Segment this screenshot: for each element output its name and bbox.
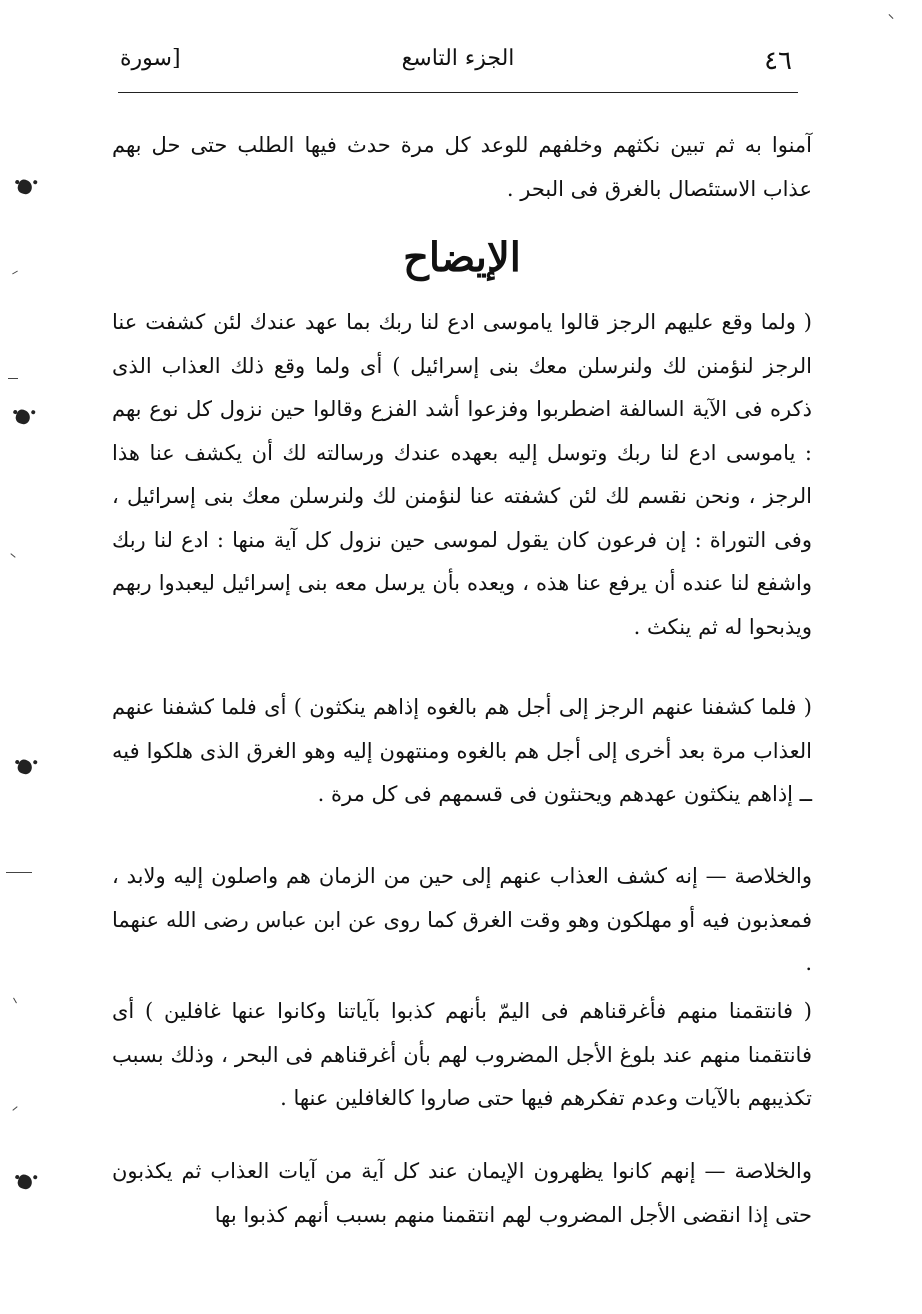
paragraph-verse-2: ( فلما كشفنا عنهم الرجز إلى أجل هم بالغوه إذاهم ينكثون ) أى فلما كشفنا عنهم العذاب مرة بعد أخرى إلى أجل هم بالغوه ومنتهون إليه وهو الغرق الذى هلكوا فيه ــ إذاهم ينكثون عهدهم ويحنثون فى قسمهم فى كل مرة . <box>112 695 812 806</box>
margin-tick-mark <box>13 998 17 1004</box>
part-title: الجزء التاسع <box>401 46 515 71</box>
paragraph-summary-1: والخلاصة — إنه كشف العذاب عنهم إلى حين من الزمان هم واصلون إليه ولابد ، فمعذبون فيه أو مهلكون وهو وقت الغرق كما روى عن ابن عباس رضى الله عنهما . <box>112 864 812 975</box>
margin-tick-mark <box>12 271 18 275</box>
ink-blot-mark <box>16 1173 34 1191</box>
section-heading: الإيضاح <box>403 234 521 281</box>
ink-blot-mark <box>16 178 34 196</box>
paragraph-verse-3: ( فانتقمنا منهم فأغرقناهم فى اليمّ بأنهم كذبوا بآياتنا وكانوا عنها غافلين ) أى فانتقمنا منهم عند بلوغ الأجل المضروب لهم بأن أغرقناهم فى البحر ، وذلك بسبب تكذيبهم بالآيات وعدم تفكرهم فيها حتى صاروا كالغافلين عنها . <box>112 999 812 1110</box>
ink-blot-mark <box>14 408 32 426</box>
header-rule <box>118 92 798 93</box>
margin-tick-mark <box>10 553 15 558</box>
margin-tick-mark <box>12 1106 17 1111</box>
page-number: ٤٦ <box>764 46 792 76</box>
margin-tick-mark <box>6 872 32 873</box>
surah-label: [سورة <box>120 46 181 71</box>
ink-blot-mark <box>16 758 34 776</box>
page-header <box>118 42 798 86</box>
margin-tick-mark <box>8 378 18 379</box>
paragraph-verse-1: ( ولما وقع عليهم الرجز قالوا ياموسى ادع لنا ربك بما عهد عندك لئن كشفت عنا الرجز لنؤمنن لك ولنرسلن معك بنى إسرائيل ) أى ولما وقع ذلك العذاب الذى ذكره فى الآية السالفة اضطربوا وفزعوا أشد الفزع وقالوا حين نزول كل نوع بهم : ياموسى ادع لنا ربك وتوسل إليه بعهده عندك ورسالته لك أن يكشف عنا هذا الرجز ، ونحن نقسم لك لئن كشفته عنا لنؤمنن لك ولنرسلن معك بنى إسرائيل ، وفى التوراة : إن فرعون كان يقول لموسى حين نزول كل آية منها : ادع لنا ربك واشفع لنا عنده أن يرفع عنا هذه ، ويعده بأن يرسل معه بنى إسرائيل ليعبدوا ربهم ويذبحوا له ثم ينكث . <box>112 310 812 639</box>
margin-tick-mark <box>889 14 894 19</box>
paragraph-intro: آمنوا به ثم تبين نكثهم وخلفهم للوعد كل مرة حدث فيها الطلب حتى حل بهم عذاب الاستئصال بالغرق فى البحر . <box>112 133 812 201</box>
paragraph-summary-2: والخلاصة — إنهم كانوا يظهرون الإيمان عند كل آية من آيات العذاب ثم يكذبون حتى إذا انقضى الأجل المضروب لهم انتقمنا منهم بسبب أنهم كذبوا بها <box>112 1159 812 1227</box>
